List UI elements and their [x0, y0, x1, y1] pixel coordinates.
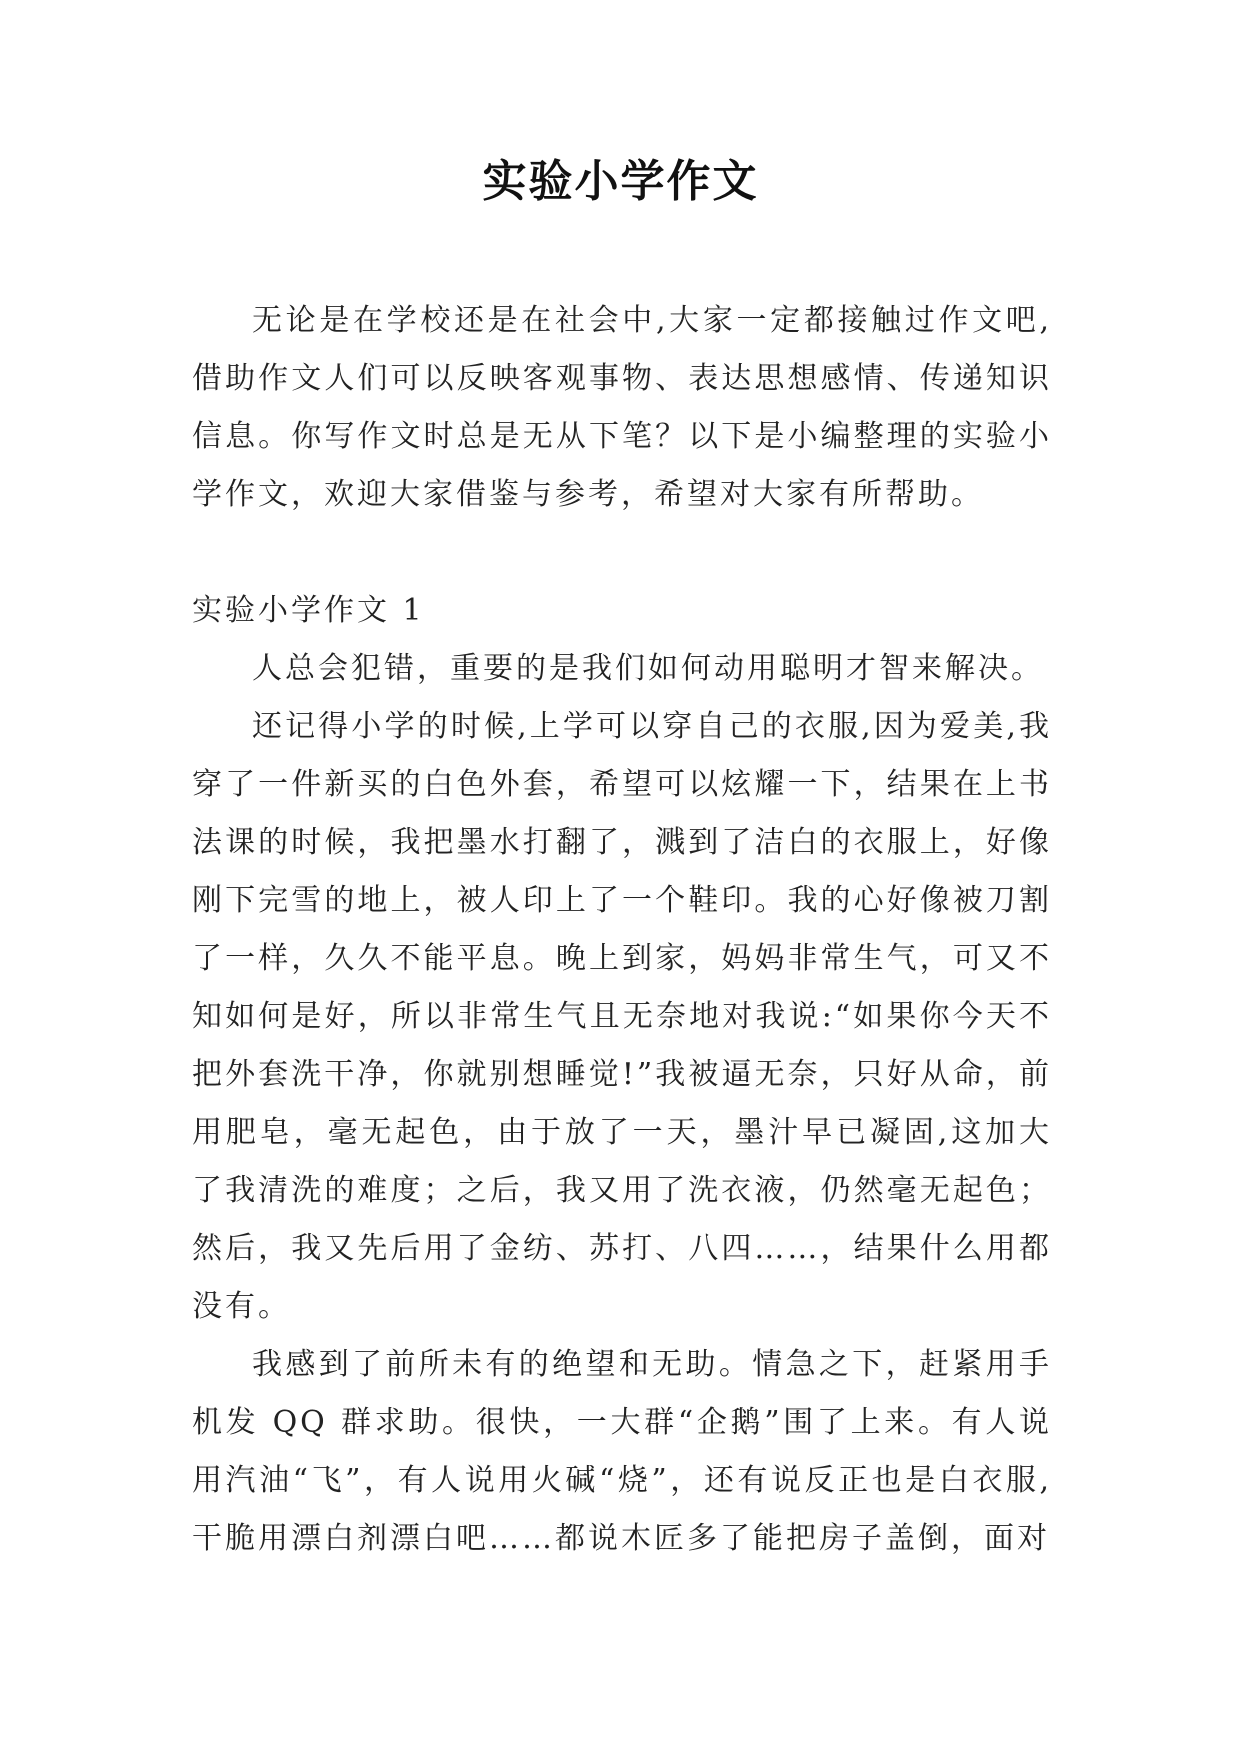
body-paragraph: 人总会犯错，重要的是我们如何动用聪明才智来解决。 [252, 651, 1044, 686]
intro-paragraph: 无论是在学校还是在社会中,大家一定都接触过作文吧,借助作文人们可以反映客观事物、表达思想感情、传递知识信息。你写作文时总是无从下笔？以下是小编整理的实验小学作文，欢迎大家借鉴与参考，希望对大家有所帮助。 [192, 303, 1052, 512]
document-title: 实验小学作文 [482, 156, 759, 207]
section-heading: 实验小学作文 1 [192, 593, 425, 628]
body-paragraph: 还记得小学的时候,上学可以穿自己的衣服,因为爱美,我穿了一件新买的白色外套，希望可以炫耀一下，结果在上书法课的时候，我把墨水打翻了，溅到了洁白的衣服上，好像刚下完雪的地上，被人印上了一个鞋印。我的心好像被刀割了一样，久久不能平息。晚上到家，妈妈非常生气，可又不知如何是好，所以非常生气且无奈地对我说:“如果你今天不把外套洗干净，你就别想睡觉!”我被逼无奈，只好从命，前用肥皂，毫无起色，由于放了一天，墨汁早已凝固,这加大了我清洗的难度；之后，我又用了洗衣液，仍然毫无起色；然后，我又先后用了金纺、苏打、八四……，结果什么用都没有。 [192, 709, 1052, 1324]
document-body [192, 292, 1052, 1568]
body-paragraph: 我感到了前所未有的绝望和无助。情急之下，赶紧用手机发 QQ 群求助。很快，一大群“企鹅”围了上来。有人说用汽油“飞”，有人说用火碱“烧”，还有说反正也是白衣服,干脆用漂白剂漂白吧……都说木匠多了能把房子盖倒，面对 [192, 1347, 1052, 1556]
